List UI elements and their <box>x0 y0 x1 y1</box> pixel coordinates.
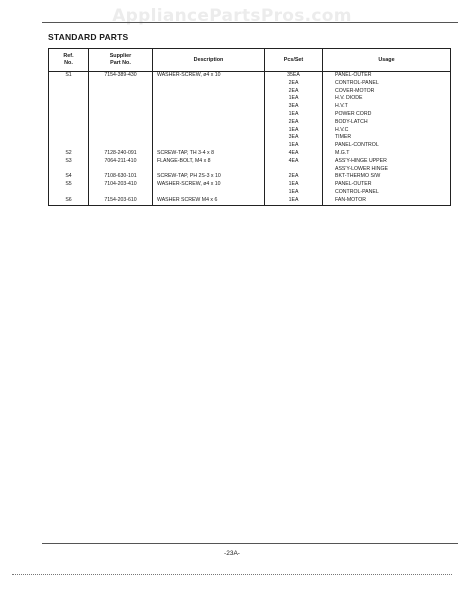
cell-part-no: 7104-203-410 <box>89 181 153 189</box>
cell-description <box>153 127 265 135</box>
scan-artifact-line <box>12 574 452 575</box>
cell-pcs-set: 3EA <box>265 134 323 142</box>
cell-description: SCREW-TAP, TH 3-4 x 8 <box>153 150 265 158</box>
cell-usage: TIMER <box>323 134 451 142</box>
cell-ref-no: S4 <box>49 173 89 181</box>
cell-usage: BODY-LATCH <box>323 119 451 127</box>
cell-ref-no <box>49 189 89 197</box>
cell-part-no: 7108-630-101 <box>89 173 153 181</box>
cell-part-no <box>89 166 153 174</box>
cell-pcs-set: 4EA <box>265 150 323 158</box>
header-usage: Usage <box>323 49 451 72</box>
cell-part-no: 7128-240-091 <box>89 150 153 158</box>
cell-pcs-set: 1EA <box>265 95 323 103</box>
cell-description <box>153 189 265 197</box>
top-rule <box>42 22 458 23</box>
cell-pcs-set: 2EA <box>265 88 323 96</box>
cell-ref-no <box>49 88 89 96</box>
cell-part-no <box>89 103 153 111</box>
cell-usage: M.G.T <box>323 150 451 158</box>
cell-ref-no: S1 <box>49 72 89 80</box>
cell-ref-no <box>49 80 89 88</box>
page-number: -23A- <box>224 550 240 557</box>
cell-part-no <box>89 80 153 88</box>
table-row <box>49 72 451 80</box>
cell-usage: ASS'Y-LOWER HINGE <box>323 166 451 174</box>
cell-ref-no <box>49 134 89 142</box>
table-row <box>49 111 451 119</box>
cell-part-no: 7064-211-410 <box>89 158 153 166</box>
cell-usage: ASS'Y-HINGE UPPER <box>323 158 451 166</box>
cell-pcs-set: 1EA <box>265 189 323 197</box>
cell-pcs-set: 1EA <box>265 181 323 189</box>
cell-part-no <box>89 95 153 103</box>
cell-usage: H.V. DIODE <box>323 95 451 103</box>
cell-usage: CONTROL-PANEL <box>323 80 451 88</box>
cell-description: FLANGE-BOLT, M4 x 8 <box>153 158 265 166</box>
table-row <box>49 197 451 205</box>
cell-usage: POWER CORD <box>323 111 451 119</box>
table-header-row <box>49 49 451 72</box>
table-row <box>49 173 451 181</box>
cell-ref-no <box>49 111 89 119</box>
cell-pcs-set <box>265 166 323 174</box>
cell-part-no <box>89 134 153 142</box>
table-row <box>49 181 451 189</box>
table-row <box>49 158 451 166</box>
cell-usage: BKT-THERMO S/W <box>323 173 451 181</box>
cell-description <box>153 166 265 174</box>
table-row <box>49 142 451 150</box>
cell-part-no <box>89 142 153 150</box>
cell-pcs-set: 1EA <box>265 197 323 205</box>
standard-parts-table <box>48 48 451 206</box>
cell-description <box>153 142 265 150</box>
cell-part-no <box>89 119 153 127</box>
table-row <box>49 166 451 174</box>
table-row <box>49 80 451 88</box>
section-title: STANDARD PARTS <box>48 32 129 42</box>
table-row <box>49 134 451 142</box>
table-row <box>49 127 451 135</box>
cell-usage: FAN-MOTOR <box>323 197 451 205</box>
cell-ref-no <box>49 95 89 103</box>
cell-description <box>153 119 265 127</box>
table-row <box>49 119 451 127</box>
cell-pcs-set: 2EA <box>265 119 323 127</box>
table-row <box>49 95 451 103</box>
cell-usage: COVER-MOTOR <box>323 88 451 96</box>
cell-description <box>153 95 265 103</box>
cell-ref-no: S6 <box>49 197 89 205</box>
header-pcs-set: Pcs/Set <box>265 49 323 72</box>
cell-part-no <box>89 88 153 96</box>
cell-description: WASHER SCREW M4 x 6 <box>153 197 265 205</box>
header-supplier-part-no: Supplier Part No. <box>89 49 153 72</box>
cell-usage: PANEL-OUTER <box>323 181 451 189</box>
table-row <box>49 150 451 158</box>
table-row <box>49 103 451 111</box>
cell-usage: CONTROL-PANEL <box>323 189 451 197</box>
cell-pcs-set: 3EA <box>265 103 323 111</box>
table-row <box>49 189 451 197</box>
cell-pcs-set: 2EA <box>265 173 323 181</box>
cell-ref-no <box>49 142 89 150</box>
cell-description <box>153 134 265 142</box>
cell-usage: PANEL-OUTER <box>323 72 451 80</box>
cell-ref-no <box>49 119 89 127</box>
cell-pcs-set: 1EA <box>265 142 323 150</box>
cell-description: WASHER-SCREW, ø4 x 10 <box>153 181 265 189</box>
cell-part-no <box>89 189 153 197</box>
cell-description: WASHER-SCREW, ø4 x 10 <box>153 72 265 80</box>
cell-part-no: 7154-389-430 <box>89 72 153 80</box>
cell-pcs-set: 35EA <box>265 72 323 80</box>
cell-part-no: 7154-203-610 <box>89 197 153 205</box>
cell-usage: PANEL-CONTROL <box>323 142 451 150</box>
cell-part-no <box>89 111 153 119</box>
cell-usage: H.V.C <box>323 127 451 135</box>
cell-part-no <box>89 127 153 135</box>
cell-ref-no <box>49 166 89 174</box>
cell-description <box>153 103 265 111</box>
cell-description <box>153 80 265 88</box>
table-row <box>49 88 451 96</box>
header-description: Description <box>153 49 265 72</box>
cell-pcs-set: 1EA <box>265 111 323 119</box>
cell-description <box>153 111 265 119</box>
cell-description: SCREW-TAP, PH 2S-3 x 10 <box>153 173 265 181</box>
cell-ref-no: S3 <box>49 158 89 166</box>
watermark: AppliancePartsPros.com <box>112 6 352 26</box>
cell-ref-no: S5 <box>49 181 89 189</box>
cell-pcs-set: 1EA <box>265 127 323 135</box>
cell-usage: H.V.T <box>323 103 451 111</box>
cell-ref-no <box>49 103 89 111</box>
cell-ref-no: S2 <box>49 150 89 158</box>
bottom-rule <box>42 543 458 544</box>
header-ref-no: Ref. No. <box>49 49 89 72</box>
cell-pcs-set: 4EA <box>265 158 323 166</box>
cell-ref-no <box>49 127 89 135</box>
cell-pcs-set: 2EA <box>265 80 323 88</box>
cell-description <box>153 88 265 96</box>
